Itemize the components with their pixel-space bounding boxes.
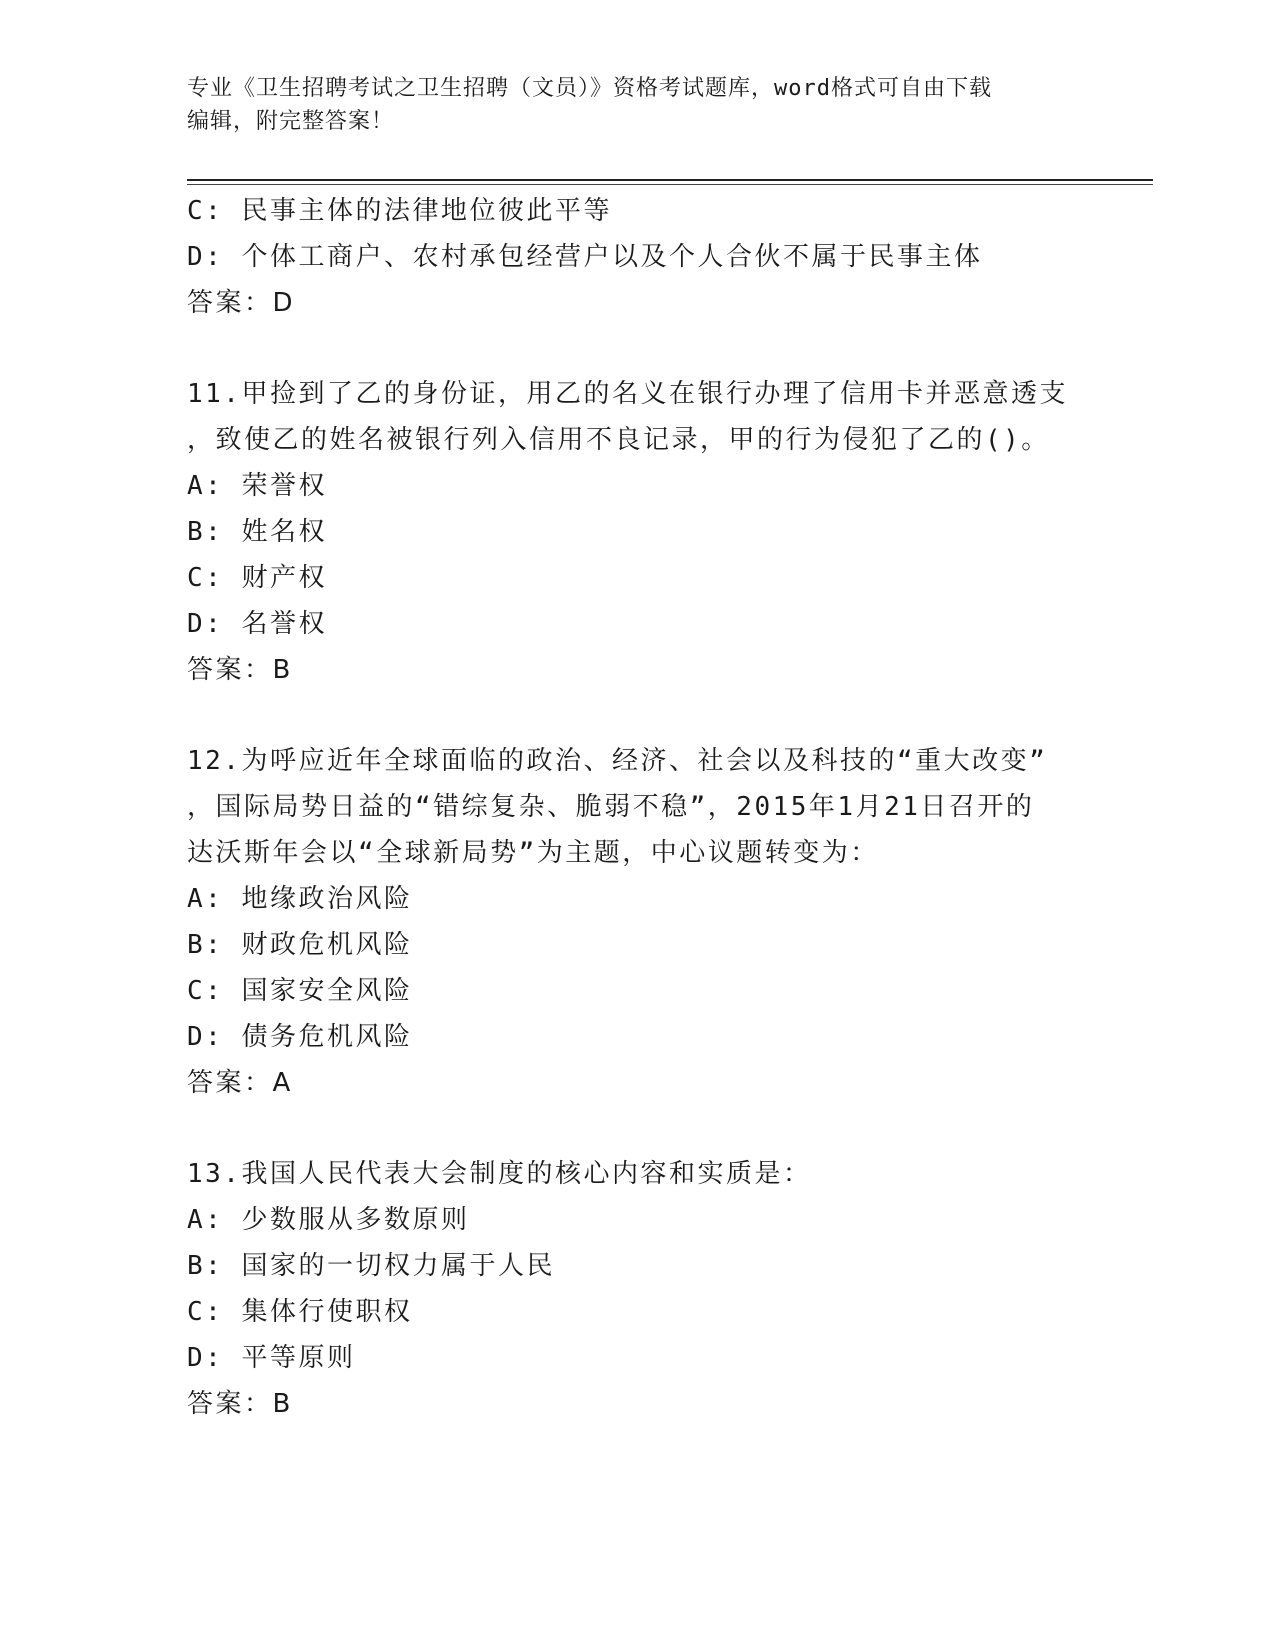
question-stem: 11.甲捡到了乙的身份证，用乙的名义在银行办理了信用卡并恶意透支 (187, 379, 1068, 409)
option-d: D: 平等原则 (187, 1343, 356, 1373)
option-a: A: 少数服从多数原则 (187, 1205, 470, 1235)
question-13 (187, 1151, 1147, 1427)
question-stem: 达沃斯年会以“全球新局势”为主题，中心议题转变为： (187, 838, 879, 868)
header-rule-thin (187, 184, 1153, 185)
question-gap (187, 693, 1147, 738)
option-b: B: 国家的一切权力属于人民 (187, 1251, 555, 1281)
question-stem: ，致使乙的姓名被银行列入信用不良记录，甲的行为侵犯了乙的()。 (187, 425, 1050, 455)
option-a: A: 荣誉权 (187, 471, 327, 501)
answer-line: 答案：A (187, 1068, 293, 1098)
question-list (187, 188, 1147, 1427)
question-12 (187, 738, 1147, 1106)
question-gap (187, 326, 1147, 371)
option-b: B: 姓名权 (187, 517, 327, 547)
option-d: D: 个体工商户、农村承包经营户以及个人合伙不属于民事主体 (187, 242, 983, 272)
header-line-2: 编辑，附完整答案！ (187, 109, 395, 134)
answer-line: 答案：B (187, 1389, 293, 1419)
question-stem: 12.为呼应近年全球面临的政治、经济、社会以及科技的“重大改变” (187, 746, 1048, 776)
question-10-tail (187, 188, 1147, 326)
option-b: B: 财政危机风险 (187, 930, 413, 960)
answer-line: 答案：B (187, 655, 293, 685)
option-d: D: 债务危机风险 (187, 1022, 413, 1052)
option-c: C: 民事主体的法律地位彼此平等 (187, 196, 612, 226)
question-stem: ，国际局势日益的“错综复杂、脆弱不稳”，2015年1月21日召开的 (187, 792, 1035, 822)
option-d: D: 名誉权 (187, 609, 327, 639)
option-c: C: 国家安全风险 (187, 976, 413, 1006)
header-line-1: 专业《卫生招聘考试之卫生招聘（文员）》资格考试题库，word格式可自由下载 (187, 76, 992, 101)
option-a: A: 地缘政治风险 (187, 884, 413, 914)
answer-line: 答案：D (187, 288, 296, 318)
question-stem: 13.我国人民代表大会制度的核心内容和实质是： (187, 1159, 812, 1189)
option-c: C: 集体行使职权 (187, 1297, 413, 1327)
header-rule-thick (187, 179, 1153, 181)
option-c: C: 财产权 (187, 563, 327, 593)
question-gap (187, 1106, 1147, 1151)
question-11 (187, 371, 1147, 693)
document-header (187, 72, 1087, 138)
